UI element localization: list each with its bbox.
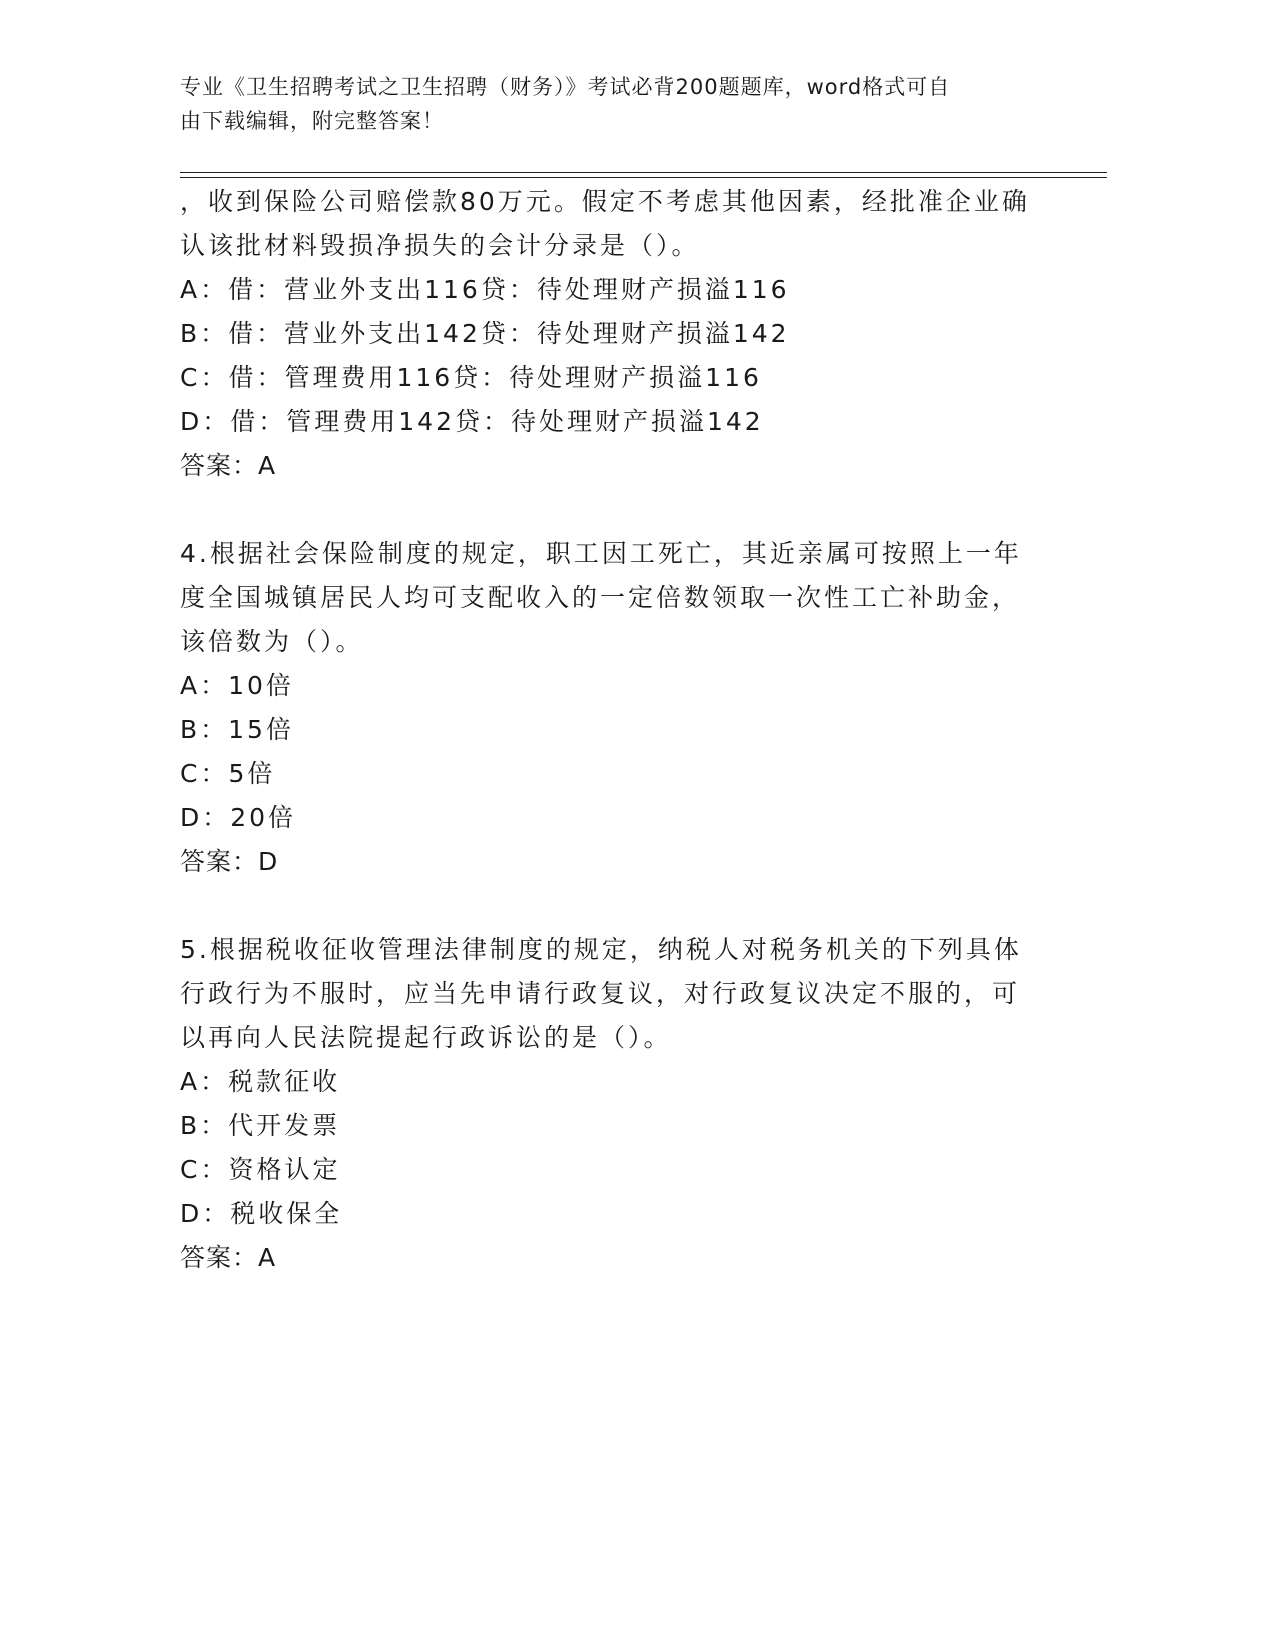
document-header: [180, 70, 1040, 138]
question-4: [180, 532, 1060, 884]
question-stem-line: 4.根据社会保险制度的规定，职工因工死亡，其近亲属可按照上一年: [180, 539, 1022, 568]
option-a: A：10倍: [180, 671, 294, 700]
option-b: B：借：营业外支出142贷：待处理财产损溢142: [180, 319, 790, 348]
spacer: [180, 488, 1060, 532]
answer-line: 答案：D: [180, 847, 279, 876]
option-d: D：借：管理费用142贷：待处理财产损溢142: [180, 407, 764, 436]
option-c: C：5倍: [180, 759, 276, 788]
question-stem-line: 5.根据税收征收管理法律制度的规定，纳税人对税务机关的下列具体: [180, 935, 1022, 964]
header-divider-bottom: [180, 177, 1107, 178]
header-divider-top: [180, 172, 1107, 173]
option-a: A：税款征收: [180, 1067, 341, 1096]
question-3: [180, 180, 1060, 488]
header-line-2: 由下载编辑，附完整答案！: [180, 109, 444, 133]
question-stem-line: 行政行为不服时，应当先申请行政复议，对行政复议决定不服的，可: [180, 979, 1021, 1008]
option-c: C：借：管理费用116贷：待处理财产损溢116: [180, 363, 762, 392]
header-line-1: 专业《卫生招聘考试之卫生招聘（财务）》考试必背200题题库，word格式可自: [180, 75, 951, 99]
question-stem-line: 认该批材料毁损净损失的会计分录是（）。: [180, 231, 700, 260]
option-d: D：20倍: [180, 803, 297, 832]
question-stem-line: 以再向人民法院提起行政诉讼的是（）。: [180, 1023, 672, 1052]
answer-line: 答案：A: [180, 1243, 277, 1272]
answer-line: 答案：A: [180, 451, 277, 480]
question-stem-line: 度全国城镇居民人均可支配收入的一定倍数领取一次性工亡补助金，: [180, 583, 1021, 612]
option-c: C：资格认定: [180, 1155, 341, 1184]
spacer: [180, 884, 1060, 928]
option-a: A：借：营业外支出116贷：待处理财产损溢116: [180, 275, 790, 304]
question-stem-line: 该倍数为（）。: [180, 627, 364, 656]
option-d: D：税收保全: [180, 1199, 343, 1228]
question-5: [180, 928, 1060, 1280]
question-list: [180, 180, 1060, 1280]
option-b: B：代开发票: [180, 1111, 341, 1140]
question-stem-line: ，收到保险公司赔偿款80万元。假定不考虑其他因素，经批准企业确: [180, 187, 1030, 216]
option-b: B：15倍: [180, 715, 294, 744]
